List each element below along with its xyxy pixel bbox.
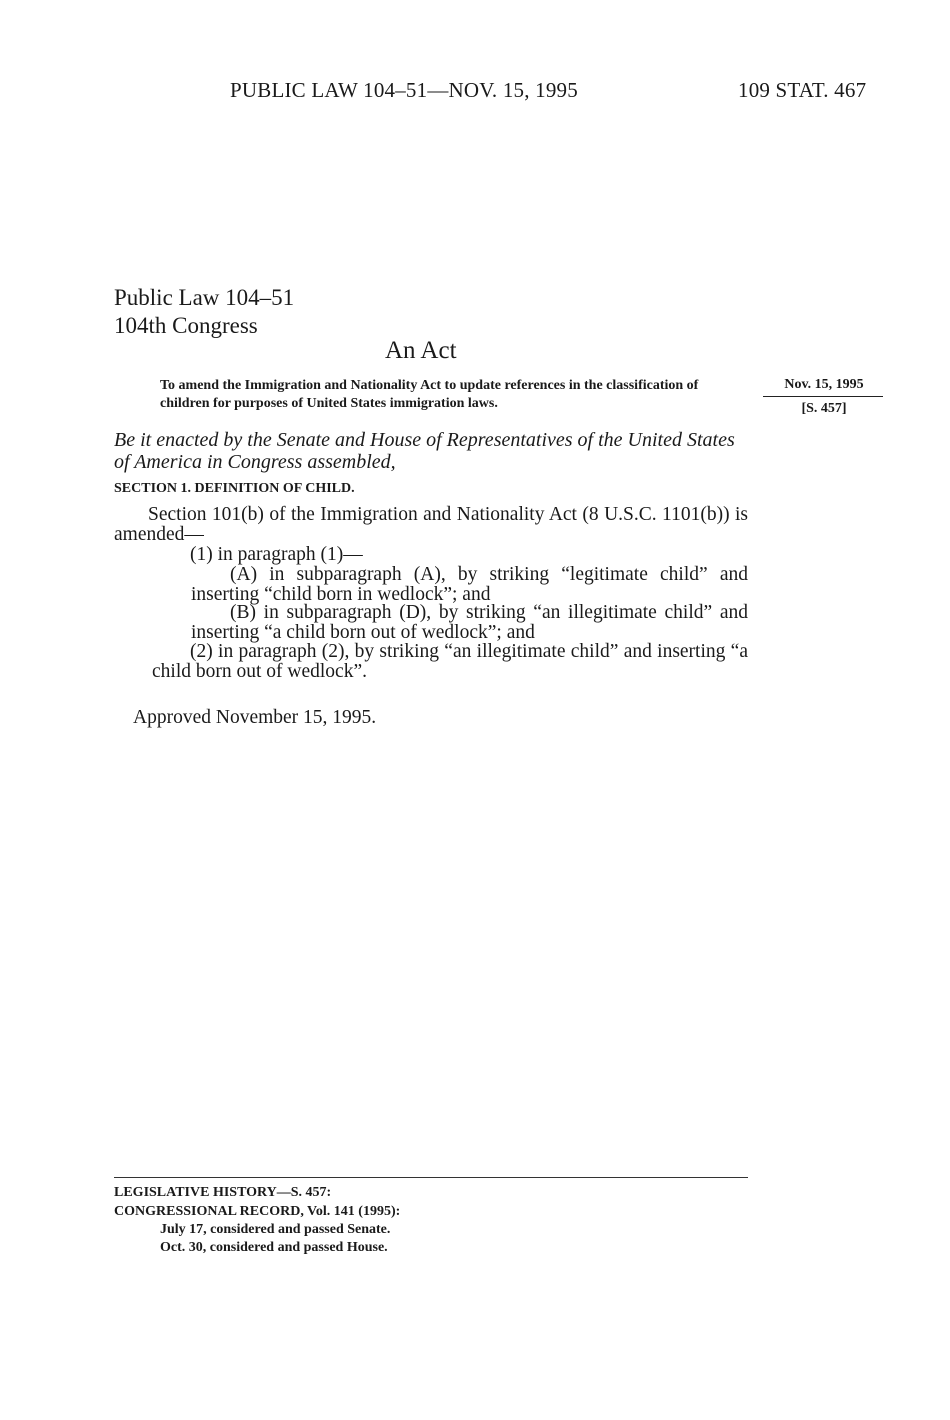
history-entry: Oct. 30, considered and passed House. xyxy=(160,1240,388,1255)
paragraph-2: (2) in paragraph (2), by striking “an illegitimate child” and inserting “a child born out of wedlock”. xyxy=(152,641,748,682)
approval-date: Approved November 15, 1995. xyxy=(133,707,377,728)
running-header-page: 109 STAT. 467 xyxy=(738,78,867,102)
section-intro: Section 101(b) of the Immigration and Nationality Act (8 U.S.C. 1101(b)) is amended— xyxy=(114,504,748,545)
purpose-statement: To amend the Immigration and Nationality Act to update references in the classification of children for purposes of United States immigration laws. xyxy=(160,378,699,411)
law-title-block xyxy=(114,284,294,340)
enacting-clause: Be it enacted by the Senate and House of Representatives of the United States of America in Congress assembled, xyxy=(114,429,735,473)
section-heading: SECTION 1. DEFINITION OF CHILD. xyxy=(114,481,355,496)
sidenote-bill: [S. 457] xyxy=(801,401,847,416)
subparagraph-b: (B) in subparagraph (D), by striking “an illegitimate child” and inserting “a child born out of wedlock”; and xyxy=(191,602,748,643)
history-entry: July 17, considered and passed Senate. xyxy=(160,1222,391,1237)
sidenote-divider xyxy=(763,396,883,397)
legislative-history-heading: LEGISLATIVE HISTORY—S. 457: xyxy=(114,1185,332,1200)
paragraph-1: (1) in paragraph (1)— xyxy=(190,544,363,565)
footnote-rule xyxy=(114,1177,748,1178)
congressional-record: CONGRESSIONAL RECORD, Vol. 141 (1995): xyxy=(114,1204,401,1219)
law-number: Public Law 104–51 xyxy=(114,285,295,310)
act-heading: An Act xyxy=(385,337,457,364)
running-header-citation: PUBLIC LAW 104–51—NOV. 15, 1995 xyxy=(230,78,578,102)
subparagraph-a: (A) in subparagraph (A), by striking “legitimate child” and inserting “child born in wedlock”; and xyxy=(191,564,748,605)
congress-number: 104th Congress xyxy=(114,313,258,338)
sidenote-date: Nov. 15, 1995 xyxy=(784,377,864,392)
